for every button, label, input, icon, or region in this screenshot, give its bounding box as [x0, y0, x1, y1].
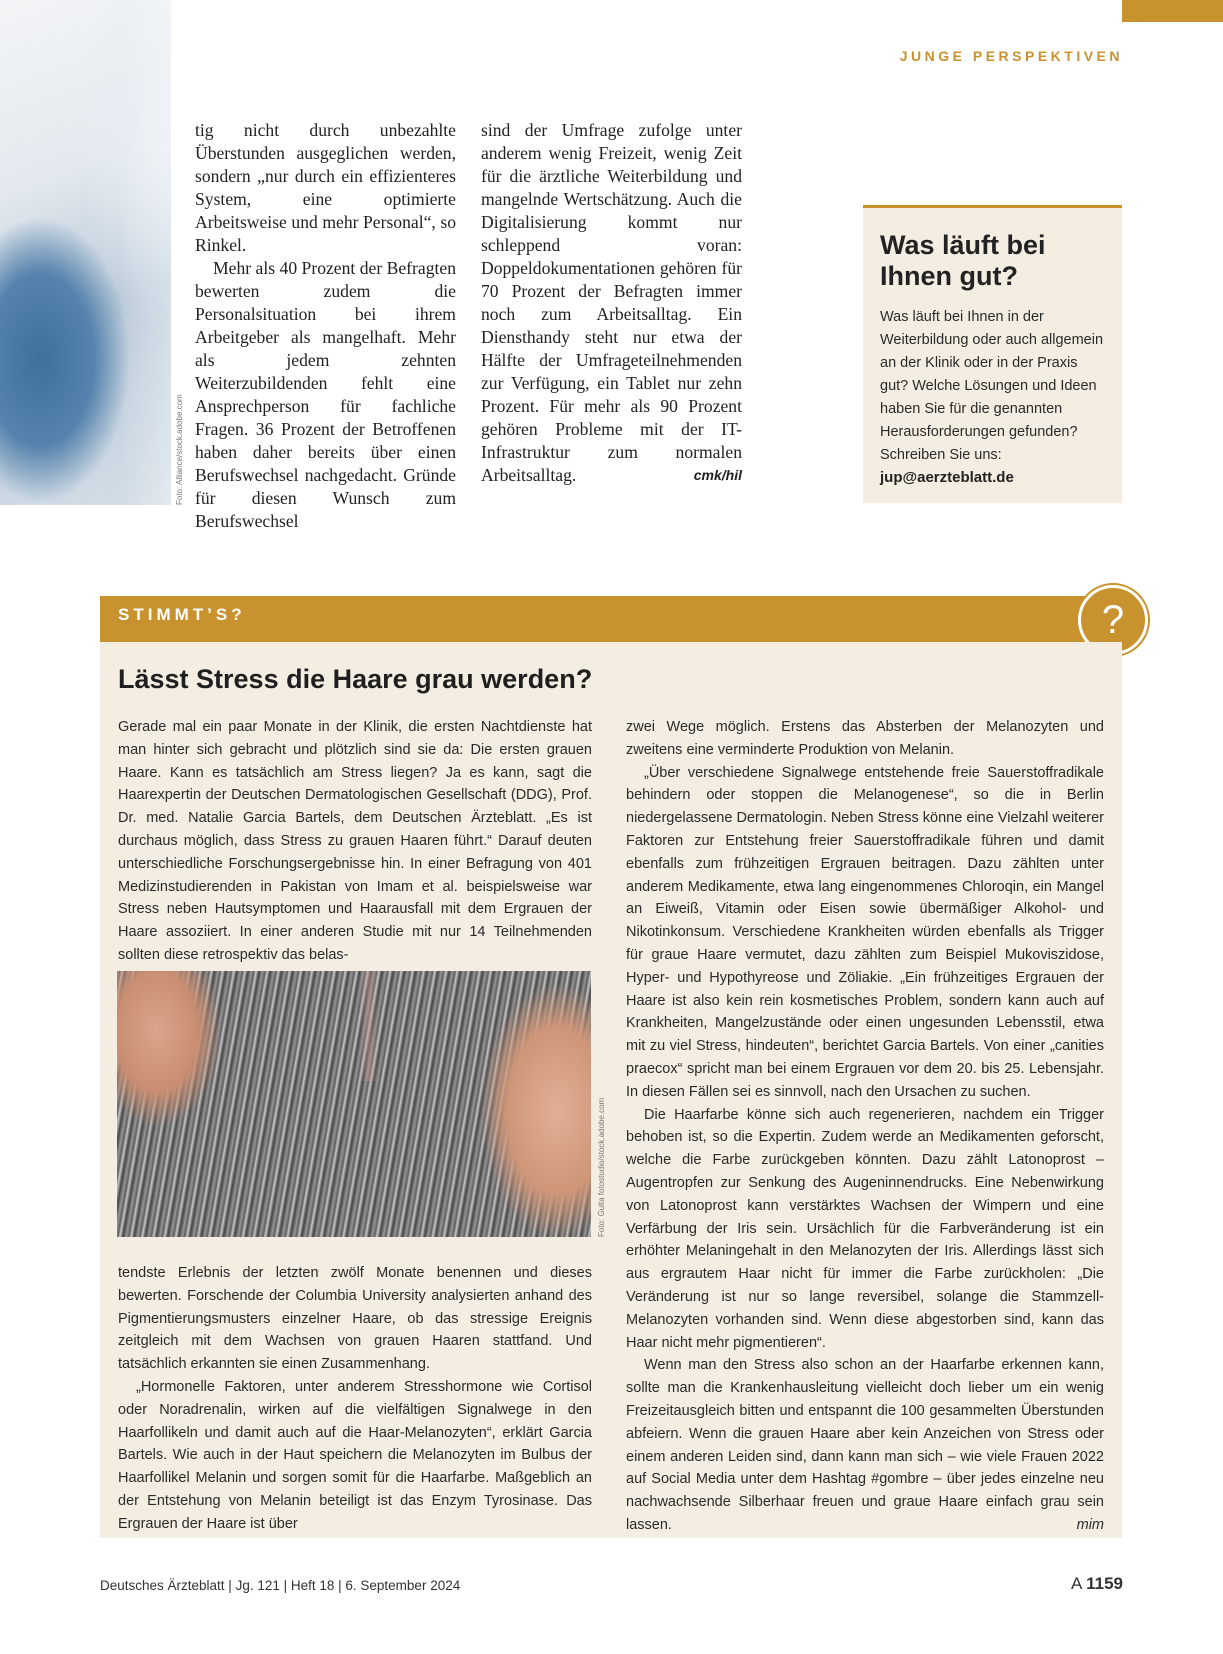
hair-part-highlight — [360, 971, 378, 1081]
page-number-value: 1159 — [1086, 1574, 1123, 1593]
header-photo-fade — [120, 0, 171, 505]
grey-hair-photo — [117, 971, 591, 1237]
paragraph: Die Haarfarbe könne sich auch regenerieren, nachdem ein Trigger behoben ist, so die Expertin. Zudem werde an Medikamenten geforscht, welche die Farbe zurückgeben könnten. Dazu zählt Latonoprost – Augentropfen zur Senkung des Augeninnendrucks. Eine Nebenwirkung von Latonoprost kann verstärktes Wachsen der Wimpern und eine Verfärbung der Iris sein. Ursächlich für die Farbveränderung ist ein erhöhter Melaningehalt in den Melanozyten der Iris. Allerdings lässt sich aus ergrautem Haar nicht für immer die Farbe zurückholen: „Die Veränderung ist nur so lange reversibel, solange die Stammzell-Melanozyten vorhanden sind. Wenn diese abgestorben sind, kann das Haar nicht mehr pigmentieren“. — [626, 1106, 1104, 1351]
stimmts-label: STIMMT’S? — [118, 605, 246, 624]
author-signature: mim — [1076, 1516, 1104, 1533]
article-col1-top — [118, 716, 592, 967]
paragraph: zwei Wege möglich. Erstens das Absterben der Melanozyten und zweitens eine verminderte Produktion von Melanin. — [626, 719, 1104, 758]
paragraph-text: Wenn man den Stress also schon an der Haarfarbe erkennen kann, sollte man die Krankenhausleitung vielleicht doch lieber um ein wenig Freizeitausgleich bitten und entspannt die 100 gesammelten Überstunden abfeiern. Wenn die grauen Haare aber kein Anzeichen von Stress oder einem anderen Leiden sind, dann kann man sich – wie viele Frauen 2022 auf Social Media unter dem Hashtag #gombre – über jedes einzelne neu nachwachsende Silberhaar freuen und graue Haare einfach grau sein lassen. — [626, 1357, 1104, 1533]
paragraph: Gerade mal ein paar Monate in der Klinik, die ersten Nachtdienste hat man hinter sich gebracht und plötzlich sind sie da: Die ersten grauen Haare. Kann es tatsächlich am Stress liegen? Ja es kann, sagt die Haarexpertin der Deutschen Dermatologischen Gesellschaft (DDG), Prof. Dr. med. Natalie Garcia Bartels, dem Deutschen Ärzteblatt. „Es ist durchaus möglich, dass Stress zu grauen Haaren führt.“ Darauf deuten unterschiedliche Forschungsergebnisse hin. In einer Befragung von 401 Medizinstudierenden in Pakistan von Imam et al. beispielsweise war Stress neben Hautsymptomen und Haarausfall mit dem Ergrauen der Haare assoziiert. In einer anderen Studie mit nur 14 Teilnehmenden sollten diese retrospektiv das belas- — [118, 719, 592, 963]
top-article-col1 — [195, 119, 456, 533]
section-kicker: JUNGE PERSPEKTIVEN — [899, 48, 1123, 64]
article-title: Lässt Stress die Haare grau werden? — [118, 664, 593, 694]
paragraph: Mehr als 40 Prozent der Befragten bewerten zudem die Personalsituation bei ihrem Arbeitgeber als mangelhaft. Mehr als jedem zehnten Weiterzubildenden fehlt eine Ansprechperson für fachliche Fragen. 36 Prozent der Betroffenen haben daher bereits über einen Berufswechsel nachgedacht. Gründe für diesen Wunsch zum Berufswechsel — [195, 258, 456, 531]
author-signature: cmk/hil — [693, 467, 742, 483]
paragraph: „Über verschiedene Signalwege entstehende freie Sauerstoffradikale behindern oder stoppen die Melanogenese“, so die in Berlin niedergelassene Dermatologin. Neben Stress könne eine Vielzahl weiterer Faktoren zur Entstehung freier Sauerstoffradikale führen und damit ebenfalls zum frühzeitigen Ergrauen beitragen. Dazu zählten unter anderem Medikamente, etwa lang eingenommenes Chloroqin, ein Mangel an Eiweiß, Vitamin oder Eisen sowie übermäßiger Alkohol- und Nikotinkonsum. Verschiedene Krankheiten würden ebenfalls als Trigger für graue Haare vermutet, dazu zählten zum Beispiel Mukoviszidose, Hyper- und Hypothyreose und Zöliakie. „Ein frühzeitiges Ergrauen der Haare ist also kein rein kosmetisches Problem, sondern kann auch auf Krankheiten, Mangelzustände oder einen ungesunden Lebensstil, etwa mit zu viel Stress, hindeuten“, berichtet Garcia Bartels. Von einer „canities praecox“ spricht man bei einem Ergrauen vor dem 20. bis 25. Lebensjahr. In diesen Fällen sei es sinnvoll, nach den Ursachen zu suchen. — [626, 764, 1104, 1100]
reader-call-body: Was läuft bei Ihnen in der Weiterbildung oder auch allgemein an der Klinik oder in der Praxis gut? Welche Lösungen und Ideen haben Sie für die genannten Herausforderungen gefunden? Schreiben Sie uns: — [880, 309, 1104, 463]
paragraph: „Hormonelle Faktoren, unter anderem Stresshormone wie Cortisol oder Noradrenalin, wirken auf die vielfältigen Signalwege in den Haarfollikeln und damit auch auf die Haar-Melanozyten“, erklärt Garcia Bartels. Wie auch in der Haut speichern die Melanozyten im Bulbus der Haarfollikel Melanin und sorgen somit für die Haarfarbe. Maßgeblich an der Entstehung von Melanin beteiligt ist das Enzym Tyrosinase. Das Ergrauen der Haare ist über — [118, 1378, 592, 1532]
photo-credit-top: Foto: Alliance/stock.adobe.com — [175, 394, 184, 505]
top-article-col2 — [481, 119, 742, 487]
reader-call-title: Was läuft bei Ihnen gut? — [880, 230, 1046, 291]
page-prefix: A — [1070, 1574, 1082, 1593]
corner-accent-bar — [1122, 0, 1223, 22]
paragraph: tig nicht durch unbezahlte Überstunden ausgeglichen werden, sondern „nur durch ein effizienteres System, eine optimierte Arbeitsweise und mehr Personal“, so Rinkel. — [195, 120, 456, 255]
reader-call-box — [863, 205, 1122, 503]
photo-credit-hair: Foto: Gulta fotostudio/stock.adobe.com — [597, 1097, 606, 1237]
contact-email-link[interactable]: jup@aerzteblatt.de — [880, 469, 1014, 486]
page-number — [1071, 1574, 1123, 1594]
paragraph-text: sind der Umfrage zufolge unter anderem wenig Freizeit, wenig Zeit für die ärztliche Weiterbildung und mangelnde Wertschätzung. Auch die Digitalisierung kommt nur schleppend voran: Doppeldokumentationen gehören für 70 Prozent der Befragten immer noch zum Arbeitsalltag. Ein Diensthandy steht nur etwa der Hälfte der Umfrageteilnehmenden zur Verfügung, ein Tablet nur zehn Prozent. Für mehr als 90 Prozent gehören Probleme mit der IT-Infrastruktur zum normalen Arbeitsalltag. — [481, 120, 742, 485]
paragraph — [626, 1354, 1104, 1536]
paragraph: tendste Erlebnis der letzten zwölf Monate benennen und dieses bewerten. Forschende der Columbia University analysierten anhand des Pigmentierungsmusters einzelner Haare, ob das stressige Ereignis zeitgleich mit dem Wachsen von grauen Haaren stattfand. Und tatsächlich erkannten sie einen Zusammenhang. — [118, 1265, 592, 1373]
paragraph — [481, 119, 742, 487]
publication-info: Deutsches Ärzteblatt | Jg. 121 | Heft 18 | 6. September 2024 — [100, 1578, 461, 1593]
article-col1-bottom — [118, 1262, 592, 1536]
article-col2 — [626, 716, 1104, 1537]
stimmts-banner — [100, 596, 1122, 642]
question-mark-icon: ? — [1078, 585, 1148, 655]
